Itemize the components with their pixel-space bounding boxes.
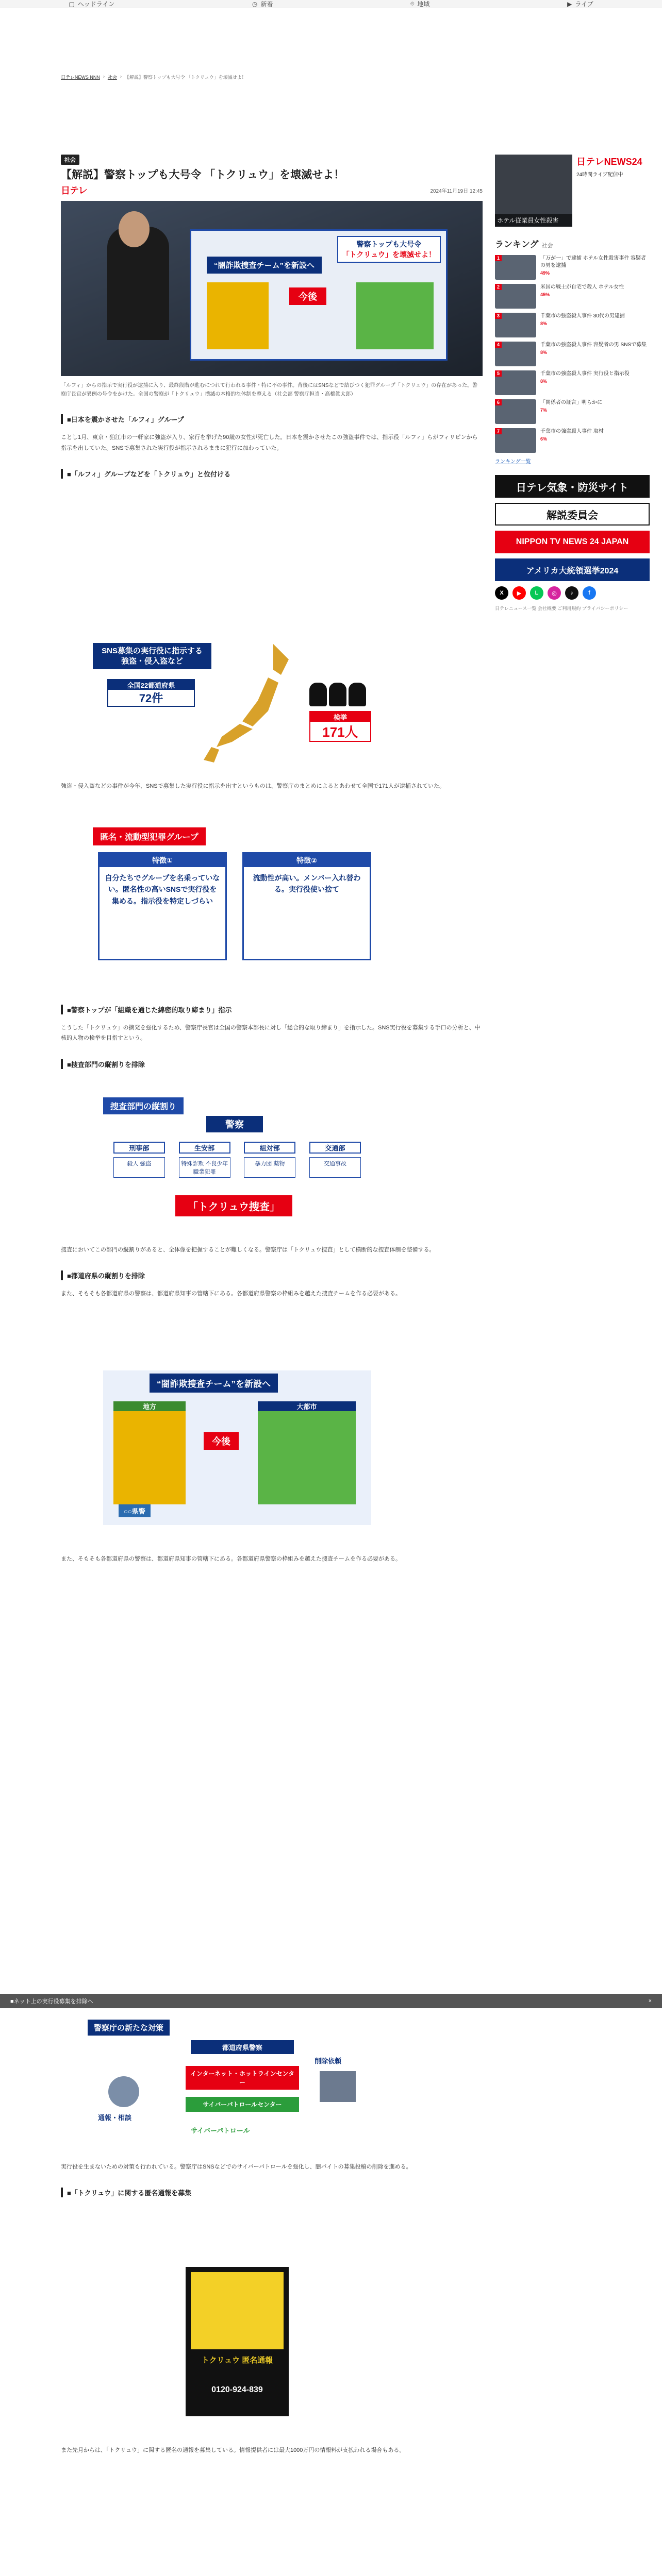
hero-team-label: “闇詐欺捜査チーム”を新設へ [207,257,322,274]
tiktok-icon[interactable]: ♪ [565,586,578,600]
lead-caption: 「ルフィ」からの指示で実行役が逮捕に入り、最終段階が進むにつれて行われる事件・特に不の事件。背後にはSNSなどで結びつく犯罪グループ「トクリュウ」の存在があった。警察庁長官が異例の号令をかけた。全国の警察が「トクリュウ」撲滅の本格的な体制を整える（社会部 警察庁担当・高橋眞太郎） [61,383,478,398]
category-badge[interactable]: 社会 [61,155,79,165]
team-left: 地方 [113,1401,186,1504]
facebook-icon[interactable]: f [583,586,596,600]
line-icon[interactable]: L [530,586,543,600]
figure-tokuryu: 匿名・流動型犯罪グループ 特徴① 自分たちでグループを名乗っていない。匿名性の高いSNSで実行役を集める。指示役を特定しづらい 特徴② 流動性が高い。メンバー入れ替わる。実行役使い捨て [88,824,387,969]
top-nav [0,0,662,8]
section-heading: ■都道府県の縦割りを排除 [61,1270,483,1280]
dept-row: 刑事部 生安部 組対部 交通部 [113,1142,361,1154]
hero-image [61,201,483,376]
ranking-item[interactable]: 7 千葉市の強盗殺人事件 取材 6% [495,428,650,453]
social-icons [495,586,650,600]
hero-panel [190,229,448,361]
publish-date: 2024年11月19日 12:45 [430,188,483,194]
sticky-header-bar: ■ネット上の実行役募集を排除へ × [0,1994,662,2008]
breadcrumb-category[interactable]: 社会 [107,75,117,80]
pin-icon: ⌾ [410,0,415,7]
section-text: 実行役を生まないための対策も行われている。警察庁はSNSなどでのサイバーパトロールを強化し、闇バイトの募集投稿の削除を進める。 [61,2164,412,2170]
hero-label: 警察トップも大号令 「トクリュウ」を壊滅せよ！ [337,236,441,263]
feature-2: 特徴② 流動性が高い。メンバー入れ替わる。実行役使い捨て [242,852,371,960]
section-text: また先月からは、「トクリュウ」に関する匿名の通報を募集している。情報提供者には最大1000万円の情報料が支払われる場合もある。 [61,2447,405,2453]
live-widget[interactable]: ホテル従業員女性殺害 日テレNEWS24 24時間ライブ配信中 [495,155,650,227]
section-text: また、そもそも各都道府県の警察は、都道府県知事の管轄下にある。各都道府県警察の枠組みを越えた捜査チームを作る必要がある。 [61,1291,401,1297]
section-text: 捜査においてこの部門の縦割りがあると、全体像を把握することが難しくなる。警察庁は「トクリュウ捜査」として横断的な捜査体制を整備する。 [61,1247,435,1253]
live-thumbnail: ホテル従業員女性殺害 [495,155,572,227]
computer-icon [320,2071,356,2102]
section-text: また、そもそも各都道府県の警察は、都道府県知事の管轄下にある。各都道府県警察の枠組みを越えた捜査チームを作る必要がある。 [61,1556,401,1562]
figure-cyber: 警察庁の新たな対策 都道府県警察 インターネット・ホットラインセンター サイバーパトロールセンター 通報・相談 削除依頼 サイバーパトロール [88,2020,387,2143]
nav-new[interactable]: ◷ 新着 [252,0,273,8]
banner-weather[interactable]: 日テレ気象・防災サイト [495,475,650,498]
figure-poster: トクリュウ 匿名通報 0120-924-839 [186,2267,289,2416]
sidebar-footer: 日テレニュース一覧 会社概要 ご利用規約 プライバシーポリシー [495,606,628,611]
youtube-icon[interactable]: ▶ [512,586,526,600]
ranking-item[interactable]: 3 千葉市の強盗殺人事件 30代の男逮捕 8% [495,313,650,337]
figure-org-chart: 捜査部門の縦割り 警察 刑事部 生安部 組対部 交通部 殺人 強盗 特殊詐欺 不良少年 職業犯罪 暴力団 薬物 交通事故 「トクリュウ捜査」 [103,1097,371,1221]
ranking-item[interactable]: 4 千葉市の強盗殺人事件 容疑者の男 SNSで募集 8% [495,342,650,366]
section-heading: ■捜査部門の縦割りを排除 [61,1059,483,1069]
figure-team: “闇詐欺捜査チーム”を新設へ 地方 大都市 今後 ○○県警 [103,1370,371,1525]
ranking-item[interactable]: 5 千葉市の強盗殺人事件 実行役と指示役 8% [495,370,650,395]
suspect-icons [309,683,366,706]
section-heading: ■「トクリュウ」に関する匿名通報を募集 [61,2188,483,2197]
nav-live[interactable]: ▶ ライブ [567,0,593,8]
ranking-item[interactable]: 6 「関係者の証言」明らかに 7% [495,399,650,424]
section-heading: ■警察トップが「組織を通じた綿密的取り締まり」指示 [61,1005,483,1014]
instagram-icon[interactable]: ◎ [548,586,561,600]
ranking-more-link[interactable]: ランキング一覧 [495,459,531,465]
live-icon: ▶ [567,0,572,8]
section-text: ことし1月、東京・狛江市の一軒家に強盗が入り、家行を挙げた90歳の女性が死亡した。日本を震かさせたこの強盗事件では、指示役「ルフィ」らがフィリピンから指示を出していた。SNSで募集された実行役が指示されるままに犯行に加わっていた。 [61,434,478,451]
figure-japan-map: SNS募集の実行役に指示する強盗・侵入盗など 全国22都道府県 72件 検挙 171人 [88,639,387,768]
clock-icon: ◷ [252,0,258,8]
brand-logo: 日テレ [61,185,87,196]
x-icon[interactable]: X [495,586,508,600]
hero-center: 今後 [289,287,326,305]
ranking-header: ランキング 社会 [495,240,553,249]
ranking-list [495,255,650,453]
section-text: こうした「トクリュウ」の摘発を強化するため、警察庁長官は全国の警察本部長に対し「総合的な取り締まり」を指示した。SNS実行役を募集する手口の分析と、中核的人物の検挙を目指すという。 [61,1025,481,1042]
breadcrumb-home[interactable]: 日テレNEWS NNN [61,75,100,80]
banner-commentary[interactable]: 解説委員会 [495,503,650,526]
arrest-box: 検挙 171人 [309,711,371,742]
nav-headline[interactable]: ▢ ヘッドライン [69,0,115,8]
count-box: 全国22都道府県 72件 [107,679,195,707]
ranking-tab[interactable]: 社会 [541,243,553,249]
leaf-row: 殺人 強盗 特殊詐欺 不良少年 職業犯罪 暴力団 薬物 交通事故 [113,1157,361,1178]
team-right: 大都市 [258,1401,356,1504]
person-icon [108,2076,139,2107]
banner-election[interactable]: アメリカ大統領選挙2024 [495,558,650,581]
nav-region[interactable]: ⌾ 地域 [410,0,430,8]
ntv24-logo: 日テレNEWS24 [576,157,642,167]
hero-right-block [356,282,434,349]
banner-list [495,475,650,581]
breadcrumb-current: 【解説】警察トップも大号令 「トクリュウ」を壊滅せよ！ [124,75,246,80]
feature-1: 特徴① 自分たちでグループを名乗っていない。匿名性の高いSNSで実行役を集める。指示役を特定しづらい [98,852,227,960]
japan-map-graphic [196,639,299,768]
bell-icon: ▢ [69,0,75,8]
close-icon[interactable]: × [648,1998,652,2004]
breadcrumb: 日テレNEWS NNN › 社会 › 【解説】警察トップも大号令 「トクリュウ」を壊滅せよ！ [61,74,246,80]
section-text: 強盗・侵入盗などの事件が今年、SNSで募集した実行役に指示を出すというものは、警察庁のまとめによるとあわせて全国で171人が逮捕されていた。 [61,783,445,789]
hero-left-block [207,282,269,349]
banner-news24[interactable]: NIPPON TV NEWS 24 JAPAN [495,531,650,553]
section-heading: ■「ルフィ」グループなどを「トクリュウ」と位付ける [61,469,483,479]
page-title: 【解説】警察トップも大号令 「トクリュウ」を壊滅せよ！ [61,169,345,181]
ranking-item[interactable]: 2 米国の戦士が自宅で殺人 ホテル女性 45% [495,284,650,309]
ranking-item[interactable]: 1 「万が一」で逮捕 ホテル女性殺害事件 容疑者の男を逮捕 49% [495,255,650,280]
section-heading: ■日本を震かさせた「ルフィ」グループ [61,414,483,424]
article [61,155,483,479]
sidebar [495,155,650,612]
